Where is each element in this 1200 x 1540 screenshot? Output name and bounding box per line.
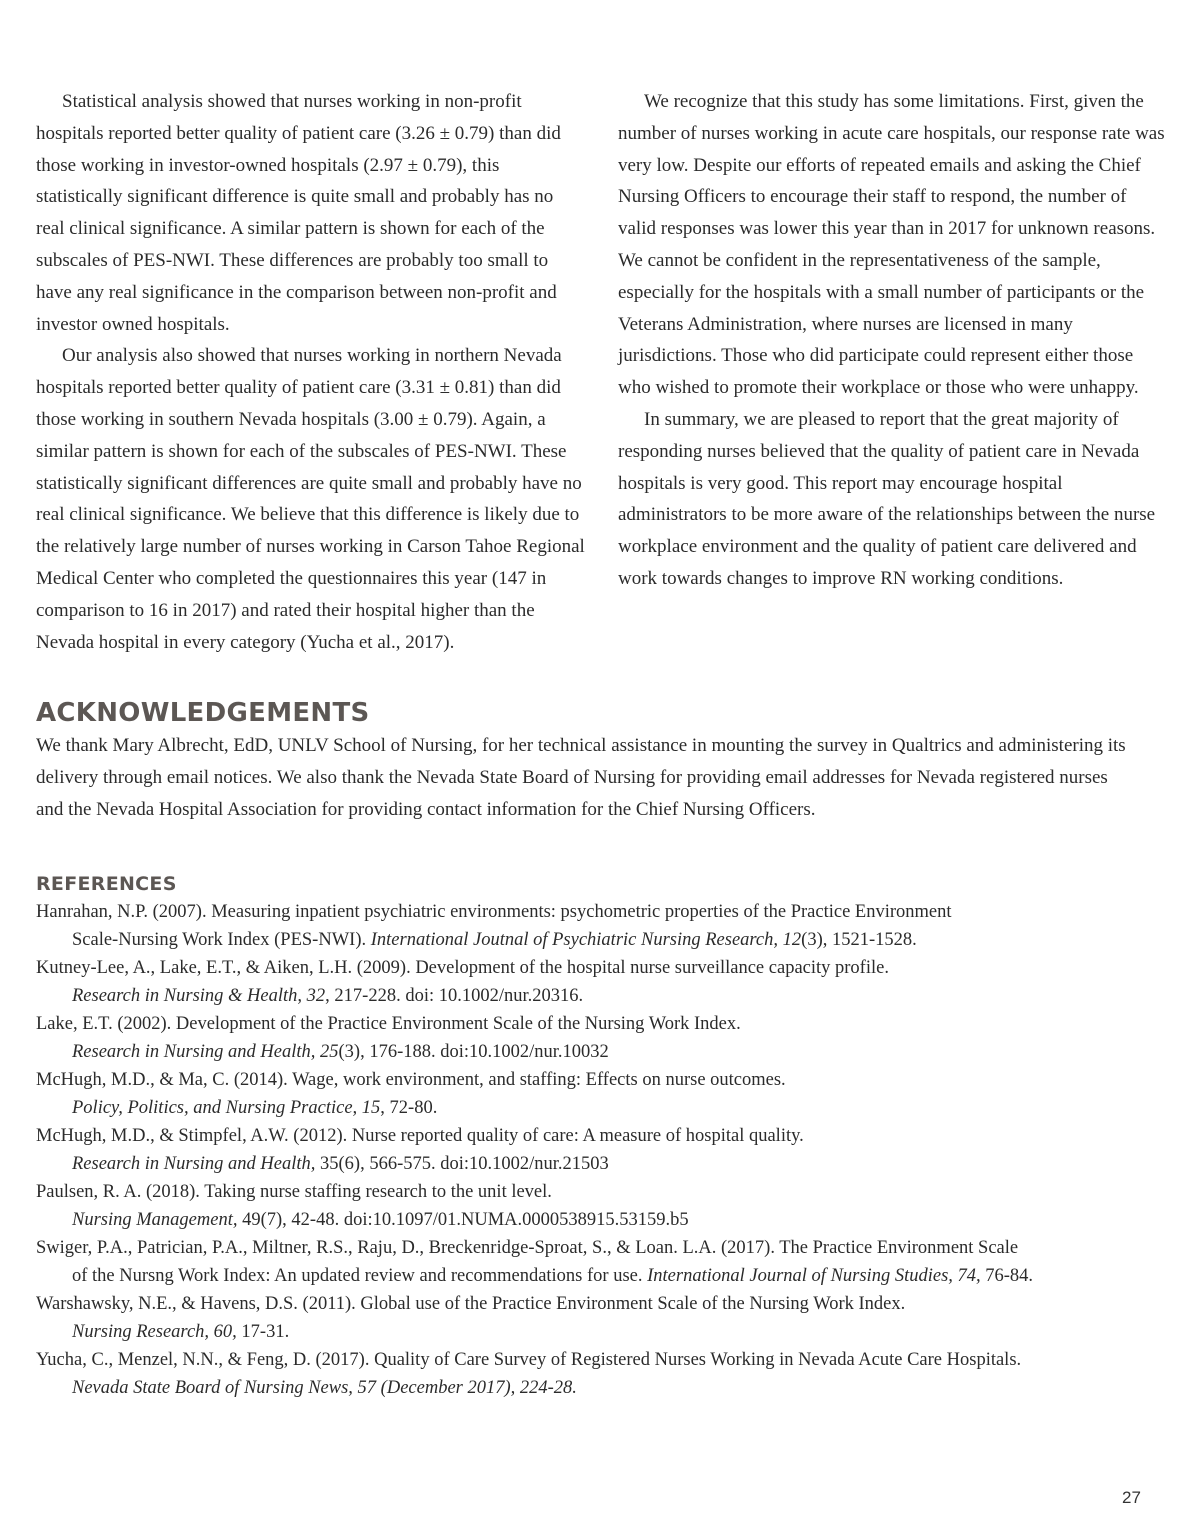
reference-journal: Nursing Research, 60, <box>72 1321 237 1342</box>
reference-item <box>36 1178 1168 1234</box>
reference-item <box>36 1010 1168 1066</box>
reference-line-2 <box>36 1374 1168 1402</box>
reference-item <box>36 1066 1168 1122</box>
reference-pages: (3), 1521-1528. <box>801 929 917 950</box>
reference-journal: Nevada State Board of Nursing News, 57 (December 2017), 224-28. <box>72 1377 577 1398</box>
reference-item <box>36 954 1168 1010</box>
reference-item <box>36 1290 1168 1346</box>
paragraph-limitations: We recognize that this study has some limitations. First, given the number of nurses working in acute care hospitals, our response rate was very low. Despite our efforts of repeated emails and asking the Chief Nursing Officers to encourage their staff to respond, the number of valid responses was lower this year than in 2017 for unknown reasons. We cannot be confident in the representativeness of the sample, especially for the hospitals with a small number of participants or the Veterans Administration, where nurses are licensed in many jurisdictions. Those who did participate could represent either those who wished to promote their workplace or those who were unhappy. <box>618 91 1165 399</box>
acknowledgements-heading: ACKNOWLEDGEMENTS <box>36 698 370 729</box>
paragraph-nonprofit-comparison: Statistical analysis showed that nurses working in non-profit hospitals reported better quality of patient care (3.26 ± 0.79) than did those working in investor-owned hospitals (2.97 ± 0.79), this statistically significant difference is quite small and probably has no real clinical significance. A similar pattern is shown for each of the subscales of PES-NWI. These differences are probably too small to have any real significance in the comparison between non-profit and investor owned hospitals. <box>36 91 561 335</box>
reference-journal: International Journal of Nursing Studies, 74, <box>647 1265 981 1286</box>
reference-line-1: Kutney-Lee, A., Lake, E.T., & Aiken, L.H. (2009). Development of the hospital nurse surveillance capacity profile. <box>36 957 889 978</box>
reference-line-2 <box>36 926 1168 954</box>
reference-line-1: Warshawsky, N.E., & Havens, D.S. (2011). Global use of the Practice Environment Scale of the Nursing Work Index. <box>36 1293 906 1314</box>
reference-item <box>36 1346 1168 1402</box>
references-list <box>36 898 1168 1402</box>
reference-line-1: Lake, E.T. (2002). Development of the Practice Environment Scale of the Nursing Work Index. <box>36 1013 741 1034</box>
reference-journal: Research in Nursing and Health, <box>72 1153 316 1174</box>
reference-journal: Research in Nursing and Health, 25 <box>72 1041 339 1062</box>
reference-pages: , 217-228. doi: 10.1002/nur.20316. <box>325 985 584 1006</box>
reference-pages: 49(7), 42-48. doi:10.1097/01.NUMA.0000538915.53159.b5 <box>237 1209 689 1230</box>
reference-item <box>36 1234 1168 1290</box>
reference-line-2 <box>36 1206 1168 1234</box>
reference-line-1: McHugh, M.D., & Stimpfel, A.W. (2012). Nurse reported quality of care: A measure of hospital quality. <box>36 1125 804 1146</box>
paragraph-summary: In summary, we are pleased to report that the great majority of responding nurses believed that the quality of patient care in Nevada hospitals is very good. This report may encourage hospital administrators to be more aware of the relationships between the nurse workplace environment and the quality of patient care delivered and work towards changes to improve RN working conditions. <box>618 408 1156 589</box>
reference-line-2 <box>36 1038 1168 1066</box>
reference-journal: Research in Nursing & Health, 32 <box>72 985 326 1006</box>
reference-line-2 <box>36 1262 1168 1290</box>
reference-pages: (3), 176-188. doi:10.1002/nur.10032 <box>338 1041 609 1062</box>
reference-line-1: Hanrahan, N.P. (2007). Measuring inpatient psychiatric environments: psychometric properties of the Practice Environment <box>36 901 952 922</box>
reference-journal: Policy, Politics, and Nursing Practice, 15 <box>72 1097 381 1118</box>
right-column <box>618 86 1168 658</box>
page-number: 27 <box>1122 1488 1141 1507</box>
references-heading: REFERENCES <box>36 872 177 895</box>
reference-line-1: Yucha, C., Menzel, N.N., & Feng, D. (2017). Quality of Care Survey of Registered Nurses Working in Nevada Acute Care Hospitals. <box>36 1349 1022 1370</box>
reference-pages: 35(6), 566-575. doi:10.1002/nur.21503 <box>315 1153 609 1174</box>
document-page <box>36 86 1168 1402</box>
two-column-body <box>36 86 1168 658</box>
reference-text: of the Nursng Work Index: An updated review and recommendations for use. <box>72 1265 648 1286</box>
reference-line-2 <box>36 1094 1168 1122</box>
reference-line-2 <box>36 1150 1168 1178</box>
reference-item <box>36 898 1168 954</box>
reference-text: Scale-Nursing Work Index (PES-NWI). <box>72 929 371 950</box>
reference-journal: International Joutnal of Psychiatric Nursing Research, 12 <box>370 929 802 950</box>
reference-line-1: McHugh, M.D., & Ma, C. (2014). Wage, work environment, and staffing: Effects on nurse outcomes. <box>36 1069 786 1090</box>
reference-pages: 76-84. <box>980 1265 1034 1286</box>
reference-journal: Nursing Management, <box>72 1209 238 1230</box>
paragraph-north-south-comparison: Our analysis also showed that nurses working in northern Nevada hospitals reported better quality of patient care (3.31 ± 0.81) than did those working in southern Nevada hospitals (3.00 ± 0.79). Again, a similar pattern is shown for each of the subscales of PES-NWI. These statistically significant differences are quite small and probably have no real clinical significance. We believe that this difference is likely due to the relatively large number of nurses working in Carson Tahoe Regional Medical Center who completed the questionnaires this year (147 in comparison to 16 in 2017) and rated their hospital higher than the Nevada hospital in every category (Yucha et al., 2017). <box>36 345 585 653</box>
reference-pages: 17-31. <box>236 1321 290 1342</box>
reference-pages: , 72-80. <box>380 1097 438 1118</box>
reference-line-2 <box>36 1318 1168 1346</box>
reference-line-2 <box>36 982 1168 1010</box>
left-column <box>36 86 586 658</box>
acknowledgements-body: We thank Mary Albrecht, EdD, UNLV School of Nursing, for her technical assistance in mounting the survey in Qualtrics and administering its delivery through email notices. We also thank the Nevada State Board of Nursing for providing email addresses for Nevada registered nurses and the Nevada Hospital Association for providing contact information for the Chief Nursing Officers. <box>36 735 1126 820</box>
reference-item <box>36 1122 1168 1178</box>
reference-line-1: Swiger, P.A., Patrician, P.A., Miltner, R.S., Raju, D., Breckenridge-Sproat, S., & Loan. L.A. (2017). The Practice Environment Scale <box>36 1237 1019 1258</box>
reference-line-1: Paulsen, R. A. (2018). Taking nurse staffing research to the unit level. <box>36 1181 552 1202</box>
